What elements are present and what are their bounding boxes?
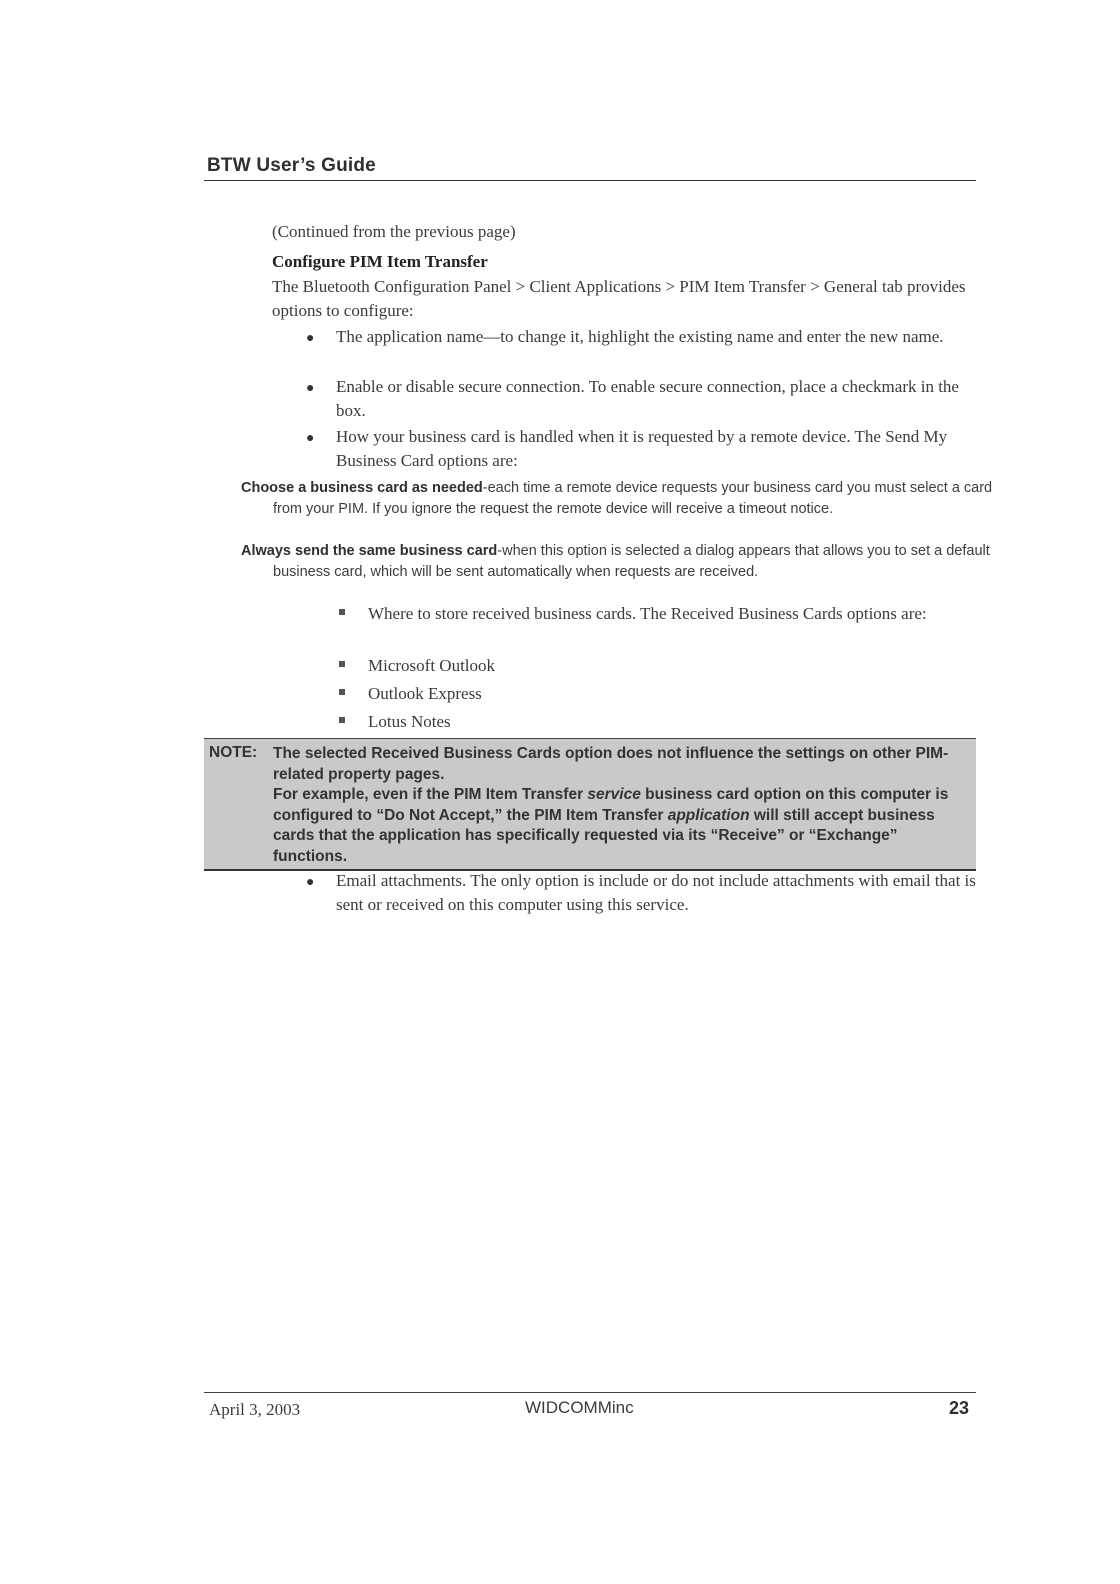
option-choose-card-term: Choose a business card as needed [241, 480, 483, 496]
header-title: BTW User’s Guide [207, 155, 376, 176]
square-bullet [339, 717, 345, 723]
square-bullet [339, 661, 345, 667]
continued-note: (Continued from the previous page) [272, 222, 516, 241]
option-always-send [241, 541, 1003, 583]
sub-bullet-outlook-express: Outlook Express [368, 684, 482, 703]
option-choose-card [241, 478, 1003, 520]
bullet-dot: ● [306, 381, 315, 396]
note-line-2 [273, 785, 973, 867]
page-number: 23 [949, 1398, 970, 1418]
bullet-application-name: The application name—to change it, highlight the existing name and enter the new name. [336, 327, 944, 346]
option-choose-card-desc: -each time a remote device requests your business card you must select a card from your PIM. If you ignore the request the remote device will receive a timeout notice. [273, 480, 993, 517]
bullet-email-attachments: Email attachments. The only option is include or do not include attachments with email that is sent or received on this computer using this service. [336, 871, 976, 914]
footer-rule [204, 1392, 976, 1393]
bullet-dot: ● [306, 331, 315, 346]
sub-bullet-outlook: Microsoft Outlook [368, 656, 496, 675]
footer-date: April 3, 2003 [209, 1400, 301, 1419]
sub-bullet-store: Where to store received business cards. The Received Business Cards options are: [368, 604, 927, 623]
note-text-c: will still accept business cards that the application has specifically requested via its “Receive” or “Exchange” functions. [273, 806, 935, 865]
footer-company: WIDCOMMinc [525, 1398, 634, 1417]
option-always-send-desc: -when this option is selected a dialog appears that allows you to set a default business card, which will be sent automatically when requests are received. [273, 543, 990, 580]
bullet-business-card: How your business card is handled when it is requested by a remote device. The Send My Business Card options are: [336, 427, 948, 470]
intro-paragraph: The Bluetooth Configuration Panel > Client Applications > PIM Item Transfer > General tab provides options to configure: [272, 277, 966, 320]
note-text-b: business card option on this computer is configured to “Do Not Accept,” the PIM Item Transfer [273, 786, 949, 824]
note-text-application: application [667, 806, 750, 824]
option-always-send-term: Always send the same business card [241, 543, 498, 559]
square-bullet [339, 689, 345, 695]
note-label: NOTE: [209, 744, 258, 761]
bullet-dot: ● [306, 431, 315, 446]
note-text-service: service [587, 786, 641, 803]
header-rule [204, 180, 976, 181]
note-text-a: For example, even if the PIM Item Transfer [273, 786, 588, 803]
bullet-secure-connection: Enable or disable secure connection. To enable secure connection, place a checkmark in the box. [336, 377, 959, 420]
note-text [273, 744, 973, 867]
square-bullet [339, 609, 345, 615]
bullet-dot: ● [306, 875, 315, 890]
sub-bullet-lotus-notes: Lotus Notes [368, 712, 451, 731]
section-title: Configure PIM Item Transfer [272, 252, 488, 271]
note-line-1: The selected Received Business Cards option does not influence the settings on other PIM-related property pages. [273, 745, 949, 783]
